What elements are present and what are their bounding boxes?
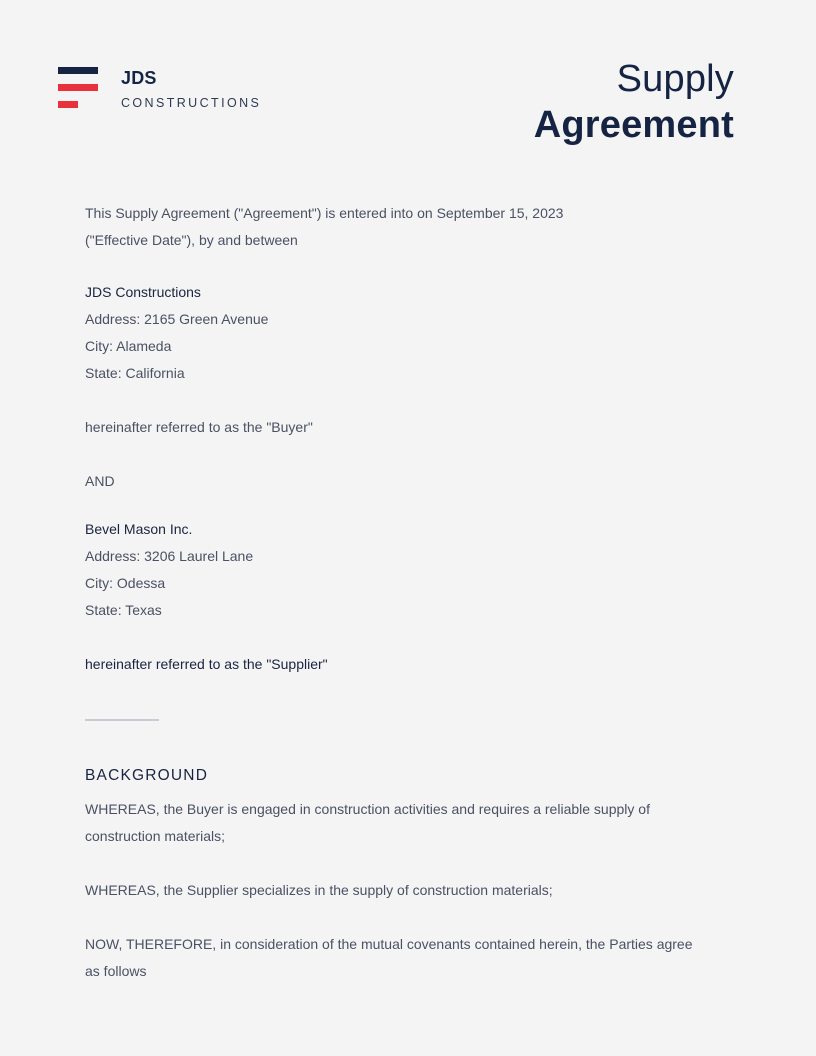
supplier-reference: hereinafter referred to as the "Supplier" <box>85 656 328 672</box>
section-divider <box>85 719 159 721</box>
buyer-name: JDS Constructions <box>85 284 201 300</box>
supplier-block <box>85 516 725 624</box>
buyer-state: State: California <box>85 365 185 381</box>
clause-1-line-1: WHEREAS, the Buyer is engaged in construction activities and requires a reliable supply of <box>85 801 650 817</box>
spacer <box>85 850 725 877</box>
spacer <box>85 904 725 931</box>
spacer <box>85 624 725 651</box>
intro-line-1: This Supply Agreement ("Agreement") is entered into on September 15, 2023 <box>85 205 564 221</box>
buyer-reference: hereinafter referred to as the "Buyer" <box>85 419 313 435</box>
clause-2: WHEREAS, the Supplier specializes in the supply of construction materials; <box>85 882 553 898</box>
logo-subtitle: CONSTRUCTIONS <box>121 96 262 110</box>
background-heading: BACKGROUND <box>85 767 209 784</box>
logo-bar-navy <box>58 67 98 74</box>
buyer-block <box>85 279 725 387</box>
conjunction: AND <box>85 473 115 489</box>
spacer <box>85 387 725 414</box>
logo-bar-red <box>58 84 98 91</box>
agreement-parties <box>85 200 725 678</box>
document-title <box>534 56 734 148</box>
buyer-city: City: Alameda <box>85 338 172 354</box>
title-line-1: Supply <box>616 58 734 100</box>
logo-bars-icon <box>58 67 98 109</box>
title-line-2: Agreement <box>533 104 734 146</box>
supplier-state: State: Texas <box>85 602 162 618</box>
logo-name: JDS <box>121 68 157 88</box>
clause-3-line-2: as follows <box>85 963 147 979</box>
supplier-name: Bevel Mason Inc. <box>85 521 193 537</box>
supplier-address: Address: 3206 Laurel Lane <box>85 548 254 564</box>
spacer <box>85 254 725 279</box>
supplier-city: City: Odessa <box>85 575 166 591</box>
spacer <box>85 495 725 516</box>
intro-line-2: ("Effective Date"), by and between <box>85 232 298 248</box>
spacer <box>85 441 725 468</box>
logo-bar-red-short <box>58 101 78 108</box>
background-clauses <box>85 796 725 985</box>
clause-1-line-2: construction materials; <box>85 828 226 844</box>
company-logo <box>58 67 268 111</box>
buyer-address: Address: 2165 Green Avenue <box>85 311 269 327</box>
clause-3-line-1: NOW, THEREFORE, in consideration of the mutual covenants contained herein, the Parties agree <box>85 936 693 952</box>
